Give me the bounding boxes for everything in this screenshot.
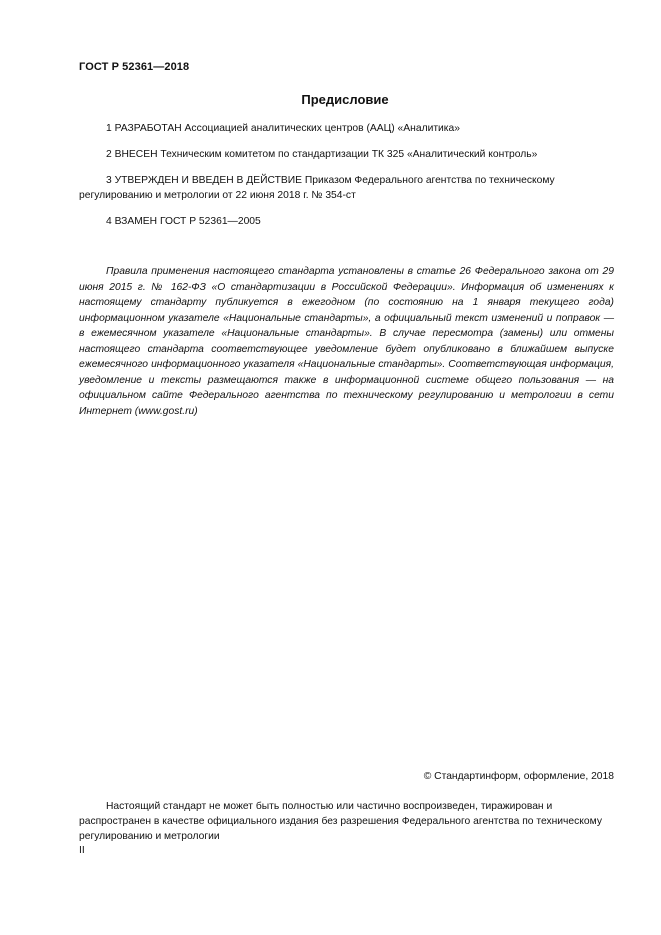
copyright-line: © Стандартинформ, оформление, 2018 — [423, 771, 614, 782]
page-number: II — [79, 845, 85, 856]
preface-item-developed: 1 РАЗРАБОТАН Ассоциацией аналитических центров (ААЦ) «Аналитика» — [106, 123, 460, 134]
document-code: ГОСТ Р 52361—2018 — [79, 61, 190, 73]
preface-item-introduced: 2 ВНЕСЕН Техническим комитетом по стандартизации ТК 325 «Аналитический контроль» — [106, 149, 538, 160]
preface-item-replaces: 4 ВЗАМЕН ГОСТ Р 52361—2005 — [106, 216, 261, 227]
preface-title: Предисловие — [301, 92, 389, 107]
reproduction-notice: Настоящий стандарт не может быть полностью или частично воспроизведен, тиражирован и распространен в качестве официального издания без разрешения Федерального агентства по техническому регулированию и метрологии — [79, 801, 602, 842]
application-rules-notice: Правила применения настоящего стандарта установлены в статье 26 Федерального закона от 29 июня 2015 г. № 162-ФЗ «О стандартизации в Российской Федерации». Информация об изменениях к настоящему стандарту публикуется в ежегодном (по состоянию на 1 января текущего года) информационном указателе «Национальные стандарты», а официальный текст изменений и поправок — в ежемесячном указателе «Национальные стандарты». В случае пересмотра (замены) или отмены настоящего стандарта соответствующее уведомление будет опубликовано в ближайшем выпуске ежемесячного информационного указателя «Национальные стандарты». Соответствующая информация, уведомление и тексты размещаются также в информационной системе общего пользования — на официальном сайте Федерального агентства по техническому регулированию и метрологии в сети Интернет (www.gost.ru) — [79, 266, 614, 417]
preface-item-approved: 3 УТВЕРЖДЕН И ВВЕДЕН В ДЕЙСТВИЕ Приказом Федерального агентства по техническому регулированию и метрологии от 22 июня 2018 г. № 354-ст — [79, 175, 555, 201]
